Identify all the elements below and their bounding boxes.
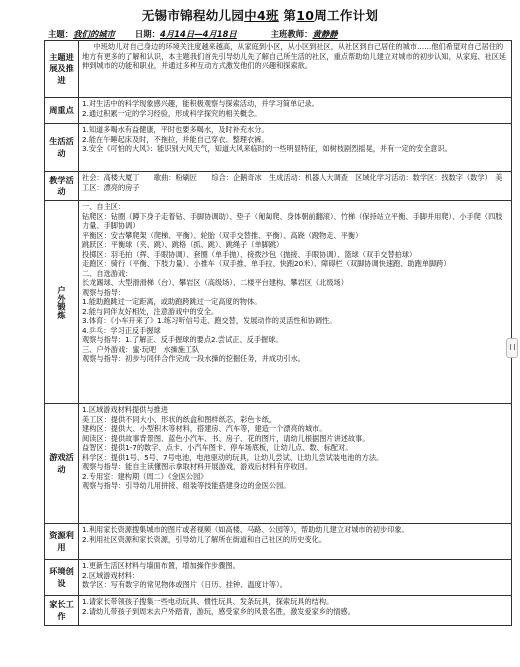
section-games [45,404,512,524]
section-line: 2.区域游戏材料： [82,570,140,580]
section-line: 4.乒乓：学习正反手握球 [82,325,161,335]
section-label: 环境创设 [45,560,79,596]
section-outdoor [45,201,512,404]
section-content [79,404,512,524]
meta-row [48,28,508,40]
section-line: 中班幼儿对自己身边的环境关注度越来越高，从家庭到小区，从小区到社区，从社区到自己居住的城市……他们希望对自己居住的地方有更多的了解和认识，本主题我们首先引导幼儿先了解自己所生活的社区，重点帮助幼儿建立对城市的初步认知，从家庭、社区延伸到城市的功能和职业，并通过多种互动方式激发他们的兴趣和探索欲。 [82,42,507,70]
section-content [79,201,512,404]
plan-table [44,40,512,626]
section-content [79,524,512,560]
section-content [79,560,512,596]
section-line: 2.利用社区资源和家长资源，引导幼儿了解所在街道和自己社区的历史变化。 [82,534,327,544]
date-label: 日期： [134,29,160,39]
section-line: 一、自主区： [82,202,126,211]
section-label: 家长工作 [45,596,79,626]
section-teaching [45,172,512,201]
section-line: 美工区：提供不同大小、形状的纸盒和图样纸芯，彩色卡纸。 [82,414,277,424]
section-daily-life [45,124,512,172]
section-environment [45,560,512,596]
kindergarten-name: 无锡市锦程幼儿园 [141,8,245,23]
section-label: 主题进展及推进 [45,41,79,98]
section-label: 资源利用 [45,524,79,560]
section-line: 1.请家长带领孩子搜集一些电动玩具、惯性玩具、发条玩具，探索玩具的结构。 [82,597,334,606]
section-line: 1.知道多喝水有益健康，平时也要多喝水，及时补充水分。 [82,125,269,134]
section-line: 观察与指导：初步与同伴合作完成一段水操的挖掘任务，并成功引水。 [82,354,305,363]
title-suffix: 周工作计划 [314,8,379,23]
section-content [79,172,512,201]
section-line: 科学区：提供1号、5号、7号电池，电池驱动的玩具，让幼儿尝试、让幼儿尝试装电池的方法。 [82,452,384,462]
section-line: 走跑区：骑行（平衡、下肢力量）、小推车（双手推、单手拉、快跑20米）、障碍栏（双脚协调快速跑、助跑单脚跨） [82,259,451,268]
theme-value: 我们的城市 [73,29,115,39]
section-label: 生活活动 [45,124,79,172]
section-line: 2.请幼儿带孩子到周末去户外踏青，游玩，感受家乡的风景名胜，激发爱家乡的情感。 [82,606,355,616]
section-content [79,98,512,124]
section-line: 1.区域游戏材料提供与推进 [82,405,168,414]
page-title [0,6,520,24]
section-line: 1.更新生活区材料与墙面布置，增加操作步骤图。 [82,561,240,570]
scrollbar-handle[interactable] [506,338,518,358]
section-line: 跳跃区：平衡球（夹、跳）、跳格（抓、跳）、跳绳子（单脚跳） [82,240,284,249]
teacher-value: 黄静静 [312,29,338,39]
theme-label: 主题： [48,29,74,39]
section-label: 周重点 [45,98,79,124]
section-line: 益智区：提供1-7的数字、点卡、小汽车图卡、停车场底板，让幼儿点、数、标配对。 [82,443,353,452]
section-line: 二、自选游戏： [82,268,133,278]
section-label: 户外锻炼 [45,201,79,404]
section-line: 2.通过积累一定的学习经验，形成科学探究的相关概念。 [82,108,262,118]
section-line: 观察与指导： [82,287,126,297]
section-line: 2.能在午睡起床及时，不拖拉，并能自己穿衣、整理衣裤。 [82,134,269,144]
section-theme-progress [45,41,512,98]
section-line: 长龙踢球、大型滑滑梯（台）、攀岩区（高级场）、二楼平台建构、攀岩区（北级场） [82,278,348,287]
section-line: 钻爬区：钻圈（蹲下身子走着钻、手脚协调助）、垫子（匍匐爬、身体朝前翻滚）、竹梯（保持站立平衡、手脚并用爬）、小手爬（四肢力量、手脚协调） [82,211,503,230]
section-label: 教学活动 [45,172,79,201]
section-line: 1.能助跑跳过一定距离，或助跑跨跳过一定高度的物体。 [82,297,262,306]
section-line: 2.专用室：建构期（周二）《金医公园》 [82,471,208,481]
section-line: 3.体育：《小车开来了》1.练习听信号走、跑交替，发展动作的灵活性和协调性。 [82,316,337,325]
section-line: 阅读区：提供故事背景图、蓝色小汽车、书、房子、花的图片，请幼儿根据图片讲述故事。 [82,433,370,443]
class-name: 中4班 [244,8,279,23]
section-line: 平衡区：安吉攀爬架（爬梯、平衡）、轮胎（双手交替推、平衡）、高跷（蹬物走、平衡） [82,230,363,240]
teacher-label: 主班教师： [270,29,313,39]
section-line: 三、户外游戏：蜜·玩吧 水操施工队 [82,344,200,354]
section-line: 2.能与同伴友好相处，注意游戏中的安全。 [82,306,219,316]
section-line: 建构区：提供大、小型积木等材料，搭建房、汽车等，建造一个漂亮的城市。 [82,424,327,433]
section-parents [45,596,512,626]
week-number: 10 [296,8,315,23]
section-line: 社会：高楼大厦丁 歌曲：粉刷匠 综合：企鹅奇冰 生成活动：机器人大调查 区域化学习活动：数学区：找数字（数学） 美工区：漂亮的房子 [82,173,503,192]
section-line: 观察与指导：引导幼儿用拼接、组装等技能搭建身边的金医公园。 [82,481,291,490]
section-line: 投掷区：羽毛拍（挥、手眼协调）、套圈（单手抛）、接拨沙包（抛接、手眼协调）、篮球（双手交替拍球） [82,249,417,259]
section-line: 3.安全《可怕的大风》：能识别大风天气，知道大风来临时的一些明显特征，如树枝剧烈摇晃，并有一定的安全意识。 [82,144,452,153]
section-line: 观察与指导：能自主读懂图示拿取材料开展游戏，游戏后材料有序收回。 [82,462,313,471]
section-content [79,41,512,98]
section-content [79,596,512,626]
section-line: 1.利用家长资源搜集城市的图片或者视频（如高楼、马路、公园等），帮助幼儿建立对城市的初步印象。 [82,525,409,534]
section-content [79,124,512,172]
section-line: 数学区：写有数字的常见物体或图片（日历、挂钟、温度计等）。 [82,580,287,589]
section-resources [45,524,512,560]
date-value: 4月14日—4月18日 [159,29,237,39]
section-week-focus [45,98,512,124]
section-line: 1.对生活中的科学现象感兴趣，能积极观察与探索活动，并学习简单记录。 [82,99,319,108]
section-label: 游戏活动 [45,404,79,524]
section-line: 观察与指导：1.了解正、反手握球的要点2.尝试正、反手握球。 [82,335,283,344]
week-prefix: 第 [283,8,297,23]
